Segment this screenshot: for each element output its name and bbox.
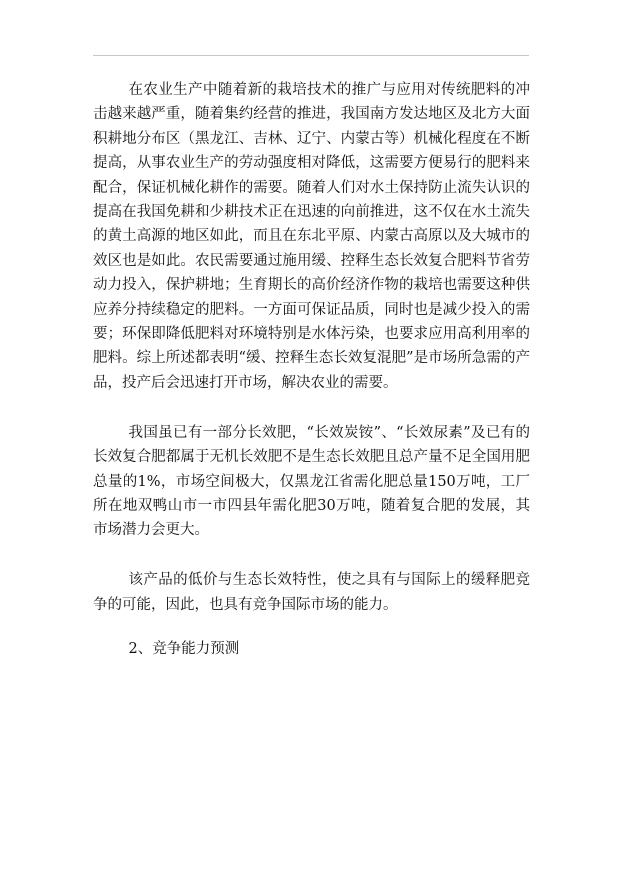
paragraph-market-space: 我国虽已有一部分长效肥，“长效炭铵”、“长效尿素”及已有的长效复合肥都属于无机长效肥不是生态长效肥且总产量不足全国用肥总量的1%，市场空间极大，仅黑龙江省需化肥总量150万吨，工厂所在地双鸭山市一市四县年需化肥30万吨，随着复合肥的发展，其市场潜力会更大。 — [93, 424, 530, 539]
paragraph-market-demand: 在农业生产中随着新的栽培技术的推广与应用对传统肥料的冲击越来越严重，随着集约经营的推进，我国南方发达地区及北方大面积耕地分布区（黑龙江、吉林、辽宁、内蒙古等）机械化程度在不断提高，从事农业生产的劳动强度相对降低，这需要方便易行的肥料来配合，保证机械化耕作的需要。随着人们对水土保持防止流失认识的提高在我国免耕和少耕技术正在迅速的向前推进，这不仅在水土流失的黄土高源的地区如此，而且在东北平原、内蒙古高原以及大城市的效区也是如此。农民需要通过施用缓、控释生态长效复合肥料节省劳动力投入，保护耕地；生育期长的高价经济作物的栽培也需要这种供应养分持续稳定的肥料。一方面可保证品质，同时也是减少投入的需要；环保即降低肥料对环境特别是水体污染，也要求应用高利用率的肥料。综上所述都表明“缓、控释生态长效复混肥”是市场所急需的产品，投产后会迅速打开市场，解决农业的需要。 — [93, 82, 530, 391]
section-heading: 2、竞争能力预测 — [128, 641, 240, 658]
header-rule — [93, 55, 529, 56]
document-body — [93, 78, 530, 662]
paragraph-international-competition: 该产品的低价与生态长效特性，使之具有与国际上的缓释肥竞争的可能，因此，也具有竞争国际市场的能力。 — [93, 572, 530, 613]
